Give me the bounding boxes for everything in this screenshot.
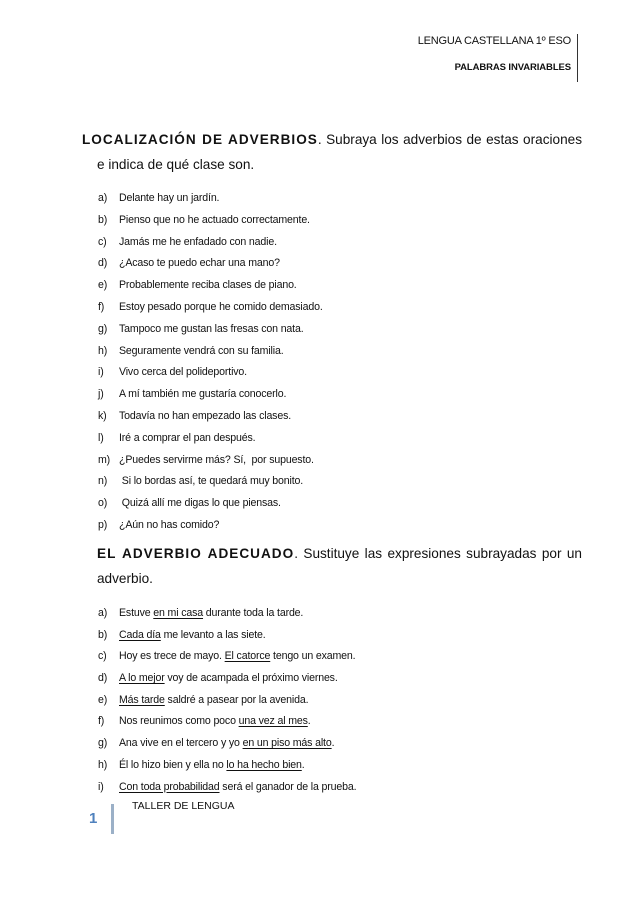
exercise-title	[97, 541, 582, 591]
underlined-expression: Más tarde	[119, 693, 165, 706]
item-letter: d)	[98, 672, 108, 685]
item-letter: i)	[98, 780, 104, 793]
list-item	[98, 188, 582, 210]
item-letter: h)	[98, 758, 108, 771]
exercise-localizacion-adverbios	[82, 127, 582, 537]
item-sentence: ¿Puedes servirme más? Sí, por supuesto.	[119, 453, 314, 466]
item-letter: n)	[98, 475, 108, 488]
item-sentence-text: durante toda la tarde.	[203, 607, 304, 619]
list-item	[98, 646, 582, 668]
item-letter: b)	[98, 213, 108, 226]
list-item	[98, 493, 582, 515]
exercise-title-instruction: . Subraya los adverbios de estas oraciones e indica de qué clase son.	[97, 132, 582, 172]
item-sentence: Estoy pesado porque he comido demasiado.	[119, 300, 323, 313]
list-item	[98, 297, 582, 319]
list-item	[98, 668, 582, 690]
page-header	[418, 34, 578, 82]
item-sentence: Probablemente reciba clases de piano.	[119, 279, 297, 292]
item-letter: g)	[98, 322, 108, 335]
item-letter: a)	[98, 607, 108, 619]
list-item	[98, 625, 582, 647]
item-sentence: Quizá allí me digas lo que piensas.	[119, 497, 281, 510]
item-letter: m)	[98, 453, 111, 466]
list-item	[98, 471, 582, 493]
item-letter: e)	[98, 693, 108, 706]
underlined-expression: una vez al mes	[238, 715, 308, 728]
item-letter: e)	[98, 279, 108, 292]
item-letter: k)	[98, 409, 107, 422]
item-sentence-text: .	[301, 758, 305, 771]
list-item	[98, 428, 582, 450]
header-subject: LENGUA CASTELLANA 1º ESO	[417, 35, 571, 47]
list-item	[98, 690, 582, 712]
item-letter: j)	[98, 388, 104, 401]
item-sentence: Iré a comprar el pan después.	[119, 431, 256, 444]
item-sentence: ¿Aún no has comido?	[119, 518, 220, 531]
exercise-title-instruction: . Sustituye las expresiones subrayadas por un adverbio.	[97, 546, 582, 586]
item-sentence-text: saldré a pasear por la avenida.	[164, 693, 309, 706]
item-sentence: Vivo cerca del polideportivo.	[119, 366, 247, 379]
item-sentence: A mí también me gustaría conocerlo.	[119, 388, 287, 401]
item-sentence: Delante hay un jardín.	[119, 192, 220, 204]
list-item	[98, 362, 582, 384]
list-item	[98, 755, 582, 777]
underlined-expression: Con toda probabilidad	[119, 780, 220, 793]
item-sentence: Tampoco me gustan las fresas con nata.	[119, 322, 304, 335]
item-letter: o)	[98, 497, 108, 510]
item-letter: l)	[98, 431, 104, 444]
item-letter: f)	[98, 300, 105, 313]
underlined-expression: El catorce	[224, 650, 271, 663]
list-item	[98, 711, 582, 733]
item-sentence-text: voy de acampada el próximo viernes.	[164, 672, 338, 685]
list-item	[98, 450, 582, 472]
underlined-expression: A lo mejor	[119, 672, 165, 685]
list-item	[98, 515, 582, 537]
item-sentence-text: será el ganador de la prueba.	[219, 780, 357, 793]
item-sentence: Pienso que no he actuado correctamente.	[119, 213, 310, 226]
item-sentence: Todavía no han empezado las clases.	[119, 409, 292, 422]
underlined-expression: Cada día	[119, 628, 161, 641]
list-item	[98, 733, 582, 755]
item-letter: c)	[98, 650, 107, 663]
item-sentence-text: .	[307, 715, 311, 728]
item-letter: f)	[98, 715, 105, 728]
item-sentence-text: Él lo hizo bien y ella no	[119, 758, 227, 771]
item-letter: a)	[98, 192, 108, 204]
item-letter: c)	[98, 235, 107, 248]
item-sentence-text: Hoy es trece de mayo.	[119, 650, 225, 663]
footer-text: TALLER DE LENGUA	[132, 800, 235, 812]
item-sentence-text: Ana vive en el tercero y yo	[119, 737, 243, 750]
item-sentence-text: .	[331, 737, 335, 750]
list-item	[98, 777, 582, 799]
underlined-expression: en mi casa	[153, 607, 204, 619]
list-item	[98, 253, 582, 275]
item-sentence: ¿Acaso te puedo echar una mano?	[119, 257, 280, 270]
list-item	[98, 319, 582, 341]
list-item	[98, 341, 582, 363]
sentence-list	[82, 188, 582, 537]
list-item	[98, 210, 582, 232]
list-item	[98, 232, 582, 254]
item-sentence-text: tengo un examen.	[270, 650, 356, 663]
underlined-expression: lo ha hecho bien	[226, 758, 302, 771]
exercise-adverbio-adecuado	[97, 541, 582, 798]
list-item	[98, 384, 582, 406]
item-letter: d)	[98, 257, 108, 270]
item-sentence-text: Estuve	[119, 607, 154, 619]
exercise-title-bold: LOCALIZACIÓN DE ADVERBIOS	[82, 132, 318, 147]
item-sentence: Jamás me he enfadado con nadie.	[119, 235, 277, 248]
item-letter: i)	[98, 366, 104, 379]
list-item	[98, 406, 582, 428]
item-letter: p)	[98, 518, 108, 531]
item-sentence-text: me levanto a las siete.	[160, 628, 266, 641]
item-sentence: Si lo bordas así, te quedará muy bonito.	[119, 475, 304, 488]
exercise-title-bold: EL ADVERBIO ADECUADO	[97, 546, 295, 561]
list-item	[98, 603, 582, 625]
header-unit: PALABRAS INVARIABLES	[454, 62, 571, 73]
item-sentence-text: Nos reunimos como poco	[119, 715, 239, 728]
underlined-expression: en un piso más alto	[242, 737, 332, 750]
item-letter: b)	[98, 628, 108, 641]
list-item	[98, 275, 582, 297]
item-sentence: Seguramente vendrá con su familia.	[119, 344, 284, 357]
item-letter: h)	[98, 344, 108, 357]
sentence-list	[97, 603, 582, 798]
exercise-title	[82, 127, 582, 177]
item-letter: g)	[98, 737, 108, 750]
page-number: 1	[85, 804, 114, 834]
